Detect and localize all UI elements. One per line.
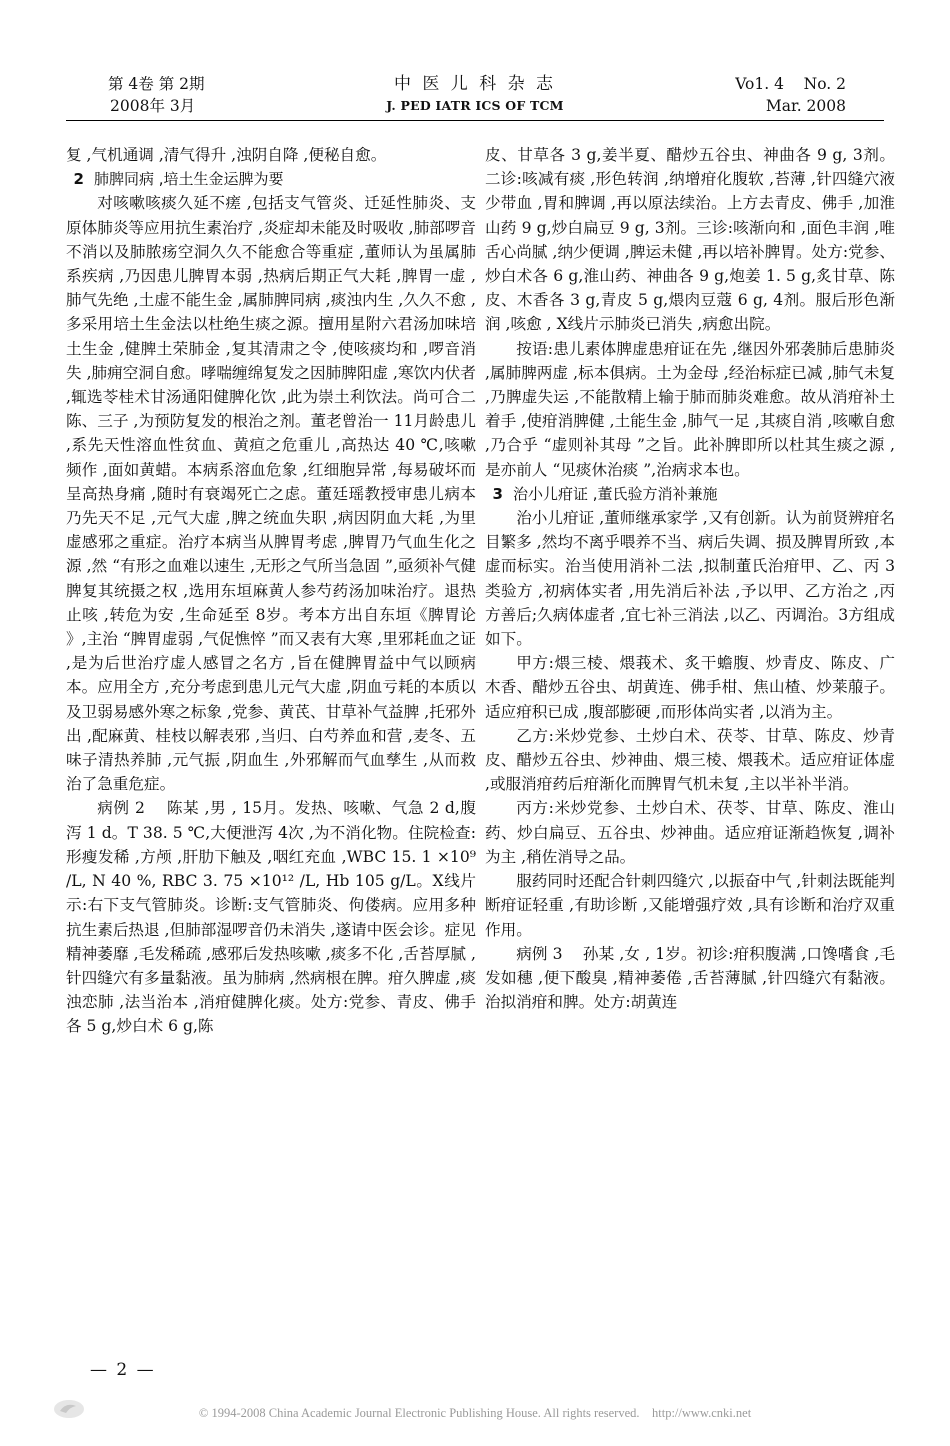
section-number: 3 <box>492 484 503 503</box>
header-issue-block <box>735 73 846 117</box>
section-title: 肺脾同病 ,培土生金运脾为要 <box>93 170 284 189</box>
paragraph: 服药同时还配合针刺四缝穴 ,以振奋中气 ,针刺法既能判断疳证轻重 ,有助诊断 ,又能增强疗效 ,具有诊断和治疗双重作用。 <box>485 872 895 939</box>
header-volume-cn: 第 4卷 第 2期 <box>108 75 205 93</box>
section-heading <box>485 482 895 506</box>
paragraph: 对咳嗽咳痰久延不瘥 ,包括支气管炎、迁延性肺炎、支原体肺炎等应用抗生素治疗 ,炎症却未能及时吸收 ,肺部啰音不消以及肺脓疡空洞久久不能愈合等重症 ,董师认为虽属肺系疾病 ,乃因患儿脾胃本弱 ,热病后期正气大耗 ,脾胃一虚 ,肺气先绝 ,土虚不能生金 ,属肺脾同病 ,痰浊内生 ,久久不愈 ,多采用培土生金法以杜绝生痰之源。擅用星附六君汤加味培土生金 ,健脾土荣肺金 ,复其清肃之令 ,使咳痰均和 ,啰音消失 ,肺痈空洞自愈。哮喘缠绵复发之因肺脾阳虚 ,寒饮内伏者 ,辄选苓桂术甘汤通阳健脾化饮 ,此为崇土利饮法。尚可合二陈、三子 ,为预防复发的根治之剂。董老曾治一 11月龄患儿 ,系先天性溶血性贫血、黄疸之危重儿 ,高热达 40 ℃,咳嗽频作 ,面如黄蜡。本病系溶血危象 ,红细胞异常 ,每易破坏而呈高热身痛 ,随时有衰竭死亡之虑。董廷瑶教授审患儿病本乃先天不足 ,元气大虚 ,脾之统血失职 ,病因阴血大耗 ,为里虚感邪之重症。治疗本病当从脾胃考虑 ,脾胃乃气血生化之源 ,然 “有形之血难以速生 ,无形之气所当急固 ”,亟须补气健脾复其统摄之权 ,选用东垣麻黄人参芍药汤加味治疗。退热止咳 ,转危为安 ,生命延至 8岁。考本方出自东垣《脾胃论 》,主治 “脾胃虚弱 ,气促憔悴 ”而又表有大寒 ,里邪耗血之证 ,是为后世治疗虚人感冒之名方 ,旨在健脾胃益中气以顾病本。应用全方 ,充分考虑到患儿元气大虚 ,阴血亏耗的本质以及卫弱易感外寒之标象 ,党参、黄芪、甘草补气益脾 ,托邪外出 ,配麻黄、桂枝以解表邪 ,当归、白芍养血和营 ,麦冬、五味子清热养肺 ,元气振 ,阴血生 ,外邪解而气血孳生 ,从而救治了急重危症。 <box>66 194 481 794</box>
header-journal-cn: 中 医 儿 科 杂 志 <box>393 74 557 94</box>
section-title: 治小儿疳证 ,董氏验方消补兼施 <box>512 484 718 503</box>
paragraph: 病例 2 陈某 ,男 , 15月。发热、咳嗽、气急 2 d,腹泻 1 d。T 38. 5 ℃,大便泄泻 4次 ,为不消化物。住院检查:形瘦发稀 ,方颅 ,肝肋下触及 ,咽红充血 ,WBC 15. 1 ×10⁹ /L, N 40 %, RBC 3. 75 ×10¹² /L, Hb 105 g/L。X线片示:右下支气管肺炎。诊断:支气管肺炎、佝偻病。应用多种抗生素后热退 ,但肺部湿啰音仍未消失 ,遂请中医会诊。症见精神萎靡 ,毛发稀疏 ,感邪后发热咳嗽 ,痰多不化 ,舌苔厚腻 ,针四缝穴有多量黏液。虽为肺病 ,然病根在脾。疳久脾虚 ,痰浊恋肺 ,法当治本 ,消疳健脾化痰。处方:党参、青皮、佛手各 5 g,炒白术 6 g,陈 <box>66 799 481 1036</box>
paragraph: 按语:患儿素体脾虚患疳证在先 ,继因外邪袭肺后患肺炎 ,属肺脾两虚 ,标本俱病。土为金母 ,经治标症已减 ,肺气未复 ,乃脾虚失运 ,不能散精上输于肺而肺炎难愈。故从消疳补土着手 ,使疳消脾健 ,土能生金 ,肺气一足 ,其痰自消 ,咳嗽自愈 ,乃合乎 “虚则补其母 ”之旨。此补脾即所以杜其生痰之源 ,是亦前人 “见痰休治痰 ”,治病求本也。 <box>485 339 900 479</box>
paragraph: 治小儿疳证 ,董师继承家学 ,又有创新。认为前贤辨疳名目繁多 ,然均不离乎喂养不当、病后失调、损及脾胃所致 ,本虚而标实。治当使用消补二法 ,拟制董氏治疳甲、乙、丙 3类验方 ,初病体实者 ,用先消后补法 ,予以甲、乙方治之 ,丙方善后;久病体虚者 ,宜七补三消法 ,以乙、丙调治。3方组成如下。 <box>485 509 895 649</box>
header-date-cn: 2008年 3月 <box>110 97 196 115</box>
header-volume-en: Vo1. 4 No. 2 <box>735 75 846 93</box>
header-journal-en: J. PED IATR ICS OF TCM <box>386 98 564 113</box>
paragraph: 甲方:煨三棱、煨莪术、炙干蟾腹、炒青皮、陈皮、广木香、醋炒五谷虫、胡黄连、佛手柑、焦山楂、炒莱菔子。适应疳积已成 ,腹部膨硬 ,而形体尚实者 ,以消为主。 <box>485 654 895 721</box>
right-column <box>485 143 900 1014</box>
page-number: — 2 — <box>90 1360 156 1380</box>
header-date-en: Mar. 2008 <box>765 97 846 115</box>
paragraph: 皮、甘草各 3 g,姜半夏、醋炒五谷虫、神曲各 9 g, 3剂。二诊:咳减有痰 ,形色转润 ,纳增疳化腹软 ,苔薄 ,针四缝穴液少带血 ,胃和脾调 ,再以原法续治。上方去青皮、佛手 ,加淮山药 9 g,炒白扁豆 9 g, 3剂。三诊:咳渐向和 ,面色丰润 ,唯舌心尚腻 ,纳少便调 ,脾运未健 ,再以培补脾胃。处方:党参、炒白术各 6 g,淮山药、神曲各 9 g,炮姜 1. 5 g,炙甘草、陈皮、木香各 3 g,青皮 5 g,煨肉豆蔻 6 g, 4剂。服后形色渐润 ,咳愈 , X线片示肺炎已消失 ,病愈出院。 <box>485 146 895 334</box>
paragraph: 复 ,气机通调 ,清气得升 ,浊阴自降 ,便秘自愈。 <box>66 146 387 164</box>
section-heading <box>66 167 476 191</box>
paragraph: 乙方:米炒党参、土炒白术、茯苓、甘草、陈皮、炒青皮、醋炒五谷虫、炒神曲、煨三棱、煨莪术。适应疳证体虚 ,或服消疳药后疳渐化而脾胃气机未复 ,主以半补半消。 <box>485 726 900 794</box>
section-number: 2 <box>73 170 84 189</box>
header-rule <box>66 120 884 121</box>
copyright-footer: © 1994-2008 China Academic Journal Electronic Publishing House. All rights reserved. http://www.cnki.net <box>198 1406 752 1420</box>
paragraph: 病例 3 孙某 ,女 , 1岁。初诊:疳积腹满 ,口馋嗜食 ,毛发如穗 ,便下酸臭 ,精神萎倦 ,舌苔薄腻 ,针四缝穴有黏液。治拟消疳和脾。处方:胡黄连 <box>485 944 895 1012</box>
paragraph: 丙方:米炒党参、土炒白术、茯苓、甘草、陈皮、淮山药、炒白扁豆、五谷虫、炒神曲。适应疳证渐趋恢复 ,调补为主 ,稍佐消导之品。 <box>485 799 895 866</box>
left-column <box>66 143 481 1039</box>
